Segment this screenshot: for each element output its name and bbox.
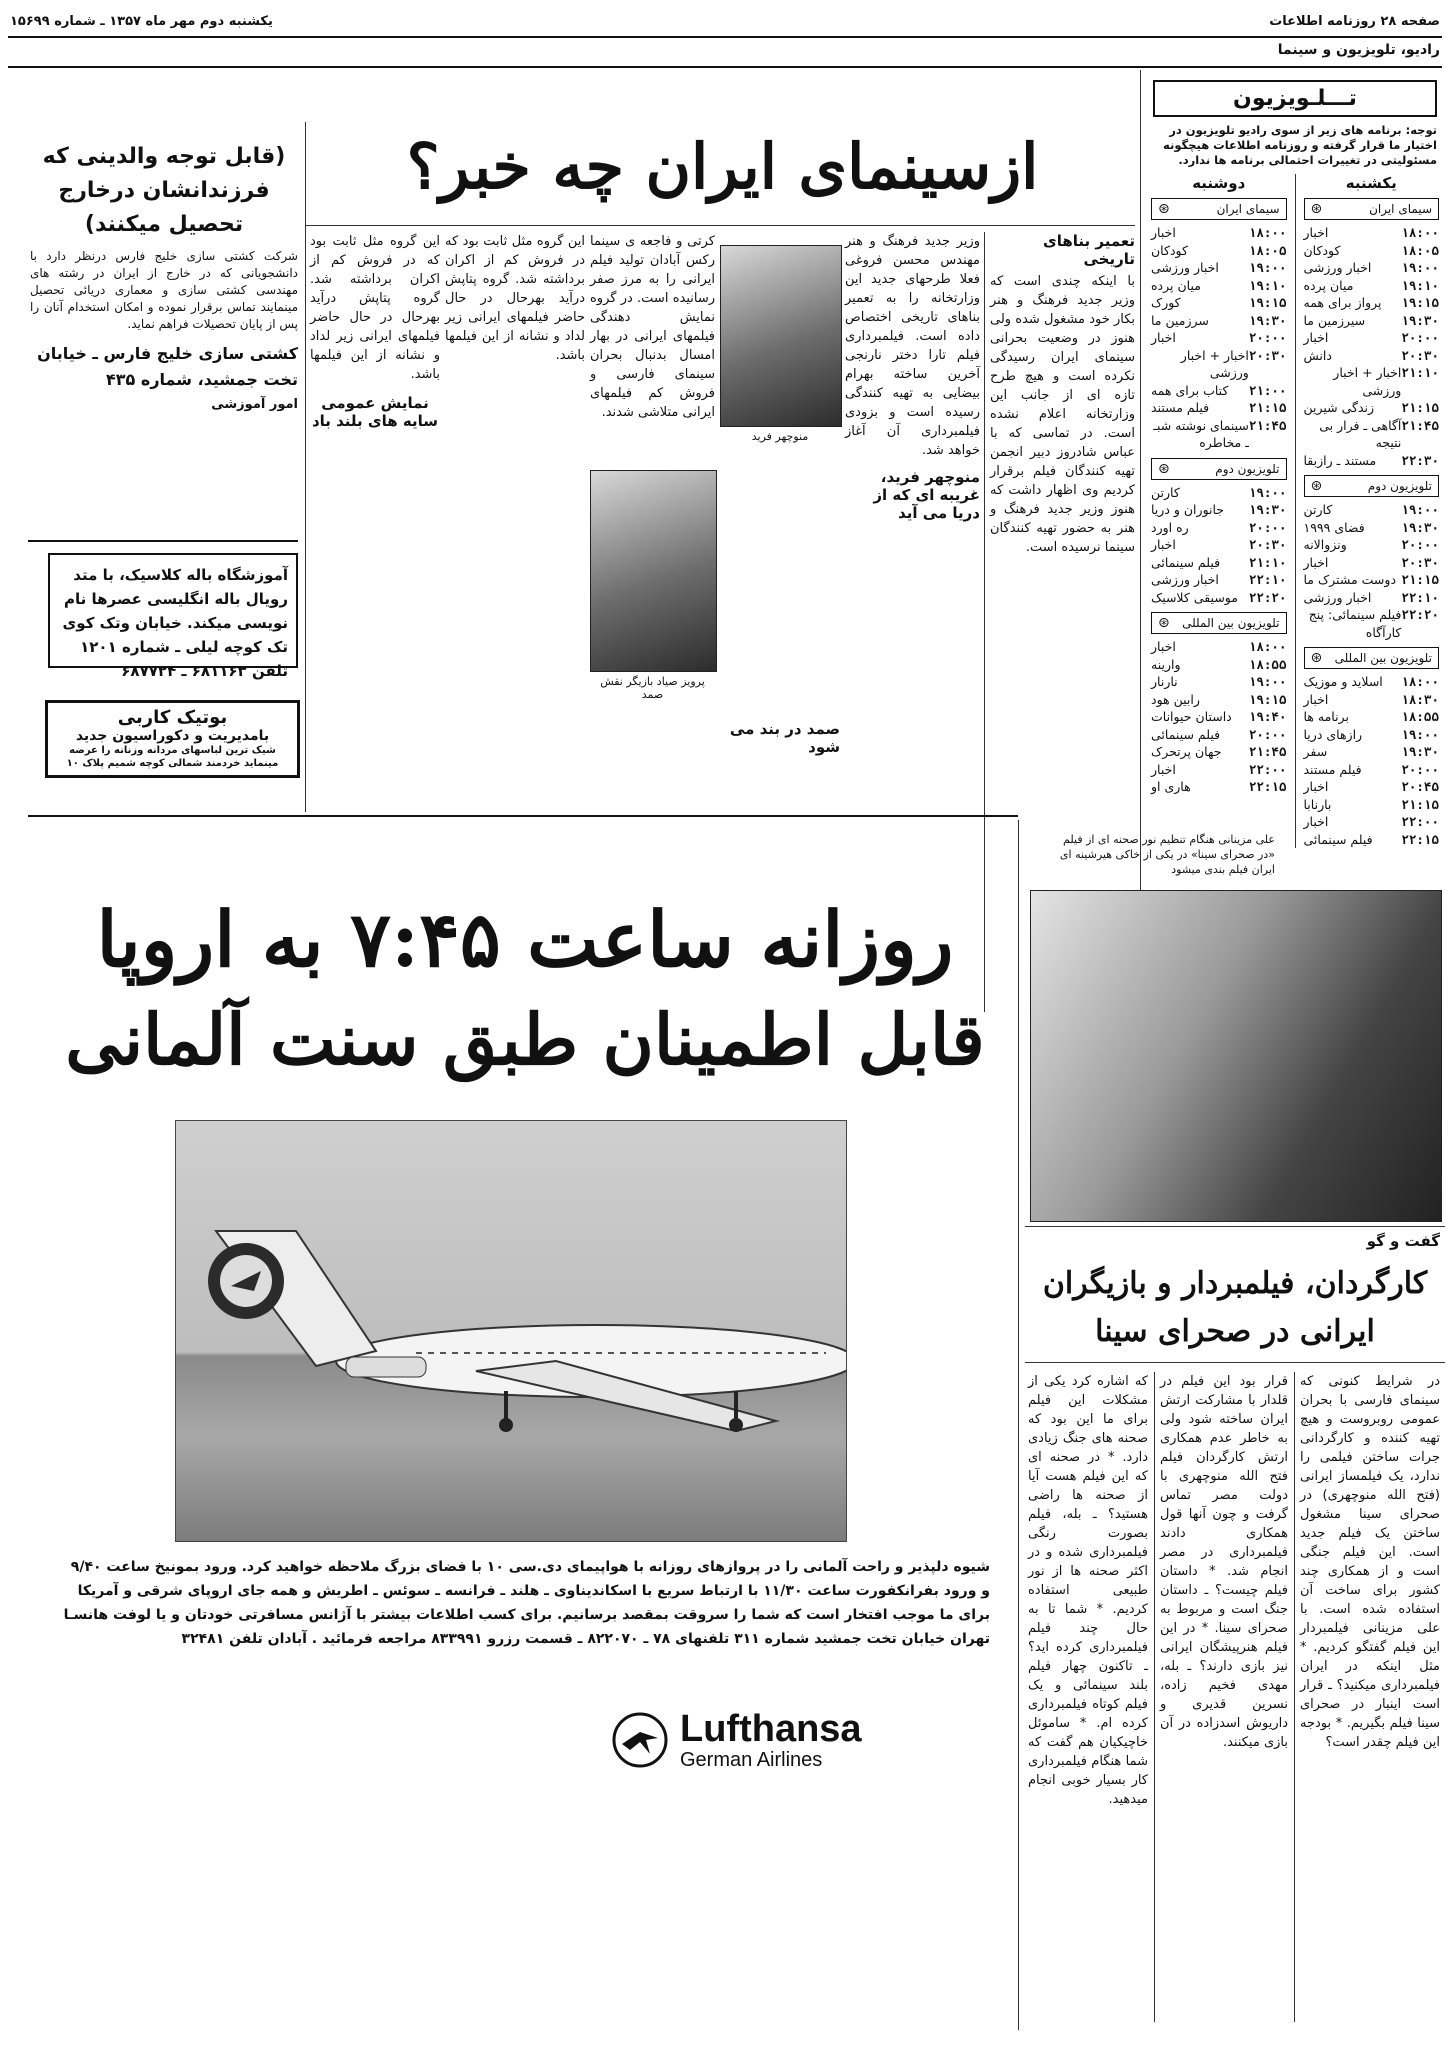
tv-program-title: کودکان xyxy=(1151,242,1188,258)
channel-badge-second xyxy=(1304,475,1440,497)
tv-program-time: ۲۲:۱۵ xyxy=(1401,831,1439,847)
sunday-channel2-list xyxy=(1304,501,1440,641)
tv-program-title: فیلم مستند xyxy=(1151,400,1210,415)
tv-program-title: نارنار xyxy=(1151,674,1178,689)
tv-program-row xyxy=(1151,761,1287,779)
ad1-line1: (قابل توجه والدینی که xyxy=(42,144,286,169)
tv-program-time: ۲۱:۱۵ xyxy=(1248,400,1287,415)
tv-program-title: ونزوالانه xyxy=(1303,537,1347,552)
column-divider xyxy=(1018,820,1019,2030)
tv-program-title: اخبار xyxy=(1151,225,1176,240)
tv-program-title: آگاهی ـ فرار بی نتیجه xyxy=(1319,417,1402,450)
tv-program-row xyxy=(1304,242,1440,260)
cinema-column-1 xyxy=(990,232,1135,557)
tv-program-title: اخبار xyxy=(1303,779,1329,794)
tv-program-title: اخبار xyxy=(1303,814,1329,829)
tv-program-time: ۲۰:۰۰ xyxy=(1401,330,1439,345)
tv-program-row xyxy=(1304,452,1440,470)
cinema-subhead-restoration: تعمیر بناهای تاریخی xyxy=(1043,232,1135,268)
tv-sunday-column xyxy=(1304,174,1440,848)
tv-program-time: ۱۸:۳۰ xyxy=(1401,691,1439,707)
header-page-info: صفحه ۲۸ روزنامه اطلاعات xyxy=(1269,14,1440,29)
tv-program-title: برنامه ها xyxy=(1303,709,1349,724)
tv-program-time: ۲۰:۰۰ xyxy=(1248,726,1287,742)
tv-program-time: ۱۹:۳۰ xyxy=(1401,312,1439,328)
tv-program-time: ۱۸:۵۵ xyxy=(1401,709,1439,724)
tv-program-time: ۱۹:۱۵ xyxy=(1401,295,1439,310)
ad1-line3: تحصیل میکنند) xyxy=(84,212,244,237)
tv-program-title: فیلم سینمائی xyxy=(1151,554,1221,570)
tv-program-time: ۱۹:۴۰ xyxy=(1248,709,1287,724)
tv-program-title: اخبار xyxy=(1303,225,1329,240)
cinema-column-4 xyxy=(445,232,585,365)
tv-program-time: ۱۹:۱۵ xyxy=(1248,295,1287,310)
lufthansa-body-1: شیوه دلپذیر و راحت آلمانی را در پروازهای روزانه با هواپیمای دی.سی ۱۰ با فضای بزرگ ملاحظه خواهید کرد. ورود بمونیخ ساعت ۹/۴۰ xyxy=(70,1559,990,1575)
cinema-headline: ازسینمای ایران چه خبر؟ xyxy=(406,130,1039,203)
photo-film-set xyxy=(1030,890,1442,1222)
tv-program-title: اخبار xyxy=(1151,537,1176,552)
tv-program-title: سینمای نوشته شبـ ـ مخاطره xyxy=(1153,417,1249,450)
lufthansa-body-4: تهران خیابان تخت جمشید شماره ۳۱۱ تلفنهای ۷۸ ـ ۸۲۲۰۷۰ ـ قسمت رزرو ۸۳۳۹۹۱ مراجعه فرمائید . آبادان تلفن ۳۲۴۸۱ xyxy=(181,1631,990,1647)
channel-badge-intl xyxy=(1304,647,1440,669)
lufthansa-body-2: و ورود بفرانکفورت ساعت ۱۱/۳۰ با ارتباط سریع با اسکاندیناوی ـ هلند ـ فرانسه ـ سوئس ـ اطریش و همه جای اروپای شرقی و آمریکا xyxy=(77,1583,990,1599)
tv-icon: ⊛ xyxy=(1310,201,1323,217)
tv-program-time: ۲۱:۴۵ xyxy=(1401,417,1439,433)
interview-photo-caption: علی مزینانی هنگام تنظیم نور صحنه ای از فیلم «در صحرای سینا» در یکی از خاکی هیرشینه ای ایران فیلم بندی میشود xyxy=(1059,833,1275,876)
tv-program-title: جانوران و دریا xyxy=(1151,502,1225,517)
photo-dc10-airplane xyxy=(175,1120,847,1542)
tv-program-row xyxy=(1151,571,1287,589)
interview-column-2 xyxy=(1160,1372,1288,1752)
tv-program-title: سرزمین ما xyxy=(1151,312,1209,328)
cinema-col1-text: با اینکه چندی است که وزیر جدید فرهنگ و هنر بکار خود مشغول شده ولی هنوز در وضعیت بحرانی سینمای ایران رسیدگی نکرده است و هیچ طرح تازه ای از جانب این وزارتخانه اعلام نشده است. در تماسی که با عباس شادروز دبیر انجمن تهیه کنندگان فیلم برقرار کردیم وی اظهار داشت که هنوز وزیر جدید فرهنگ و هنر به حضور تهیه کنندگان سینما نرسیده است. xyxy=(990,274,1135,555)
header-date-issue: یکشنبه دوم مهر ماه ۱۳۵۷ ـ شماره ۱۵۶۹۹ xyxy=(10,14,273,29)
interview-kicker: گفت و گو xyxy=(1366,1232,1440,1250)
tv-program-time: ۲۲:۱۰ xyxy=(1248,572,1287,587)
tv-note: توجه: برنامه های زیر از سوی رادیو تلویزیون در اختیار ما قرار گرفته و روزنامه اطلاعات هیچگونه مسئولیتی در تغییرات احتمالی برنامه ها ندارد. xyxy=(1163,123,1437,167)
tv-program-title: اخبار xyxy=(1151,330,1176,345)
tv-program-row xyxy=(1151,691,1287,709)
tv-program-time: ۱۸:۰۵ xyxy=(1248,242,1287,258)
tv-program-time: ۲۲:۰۰ xyxy=(1248,761,1287,777)
tv-program-title: اخبار ورزشی xyxy=(1151,572,1219,587)
tv-day-monday: دوشنبه xyxy=(1192,174,1246,192)
column-divider xyxy=(305,122,306,812)
ad1-line2: فرزندانشان درخارج xyxy=(58,178,270,203)
tv-program-row xyxy=(1304,761,1440,779)
tv-program-time: ۲۱:۱۵ xyxy=(1401,796,1439,812)
tv-program-row xyxy=(1151,329,1287,347)
tv-program-time: ۱۹:۰۰ xyxy=(1401,260,1439,275)
channel-name: تلویزیون دوم xyxy=(1367,479,1432,493)
tv-program-time: ۲۱:۰۰ xyxy=(1248,382,1287,398)
cinema-headline-box xyxy=(310,122,1135,222)
tv-program-time: ۲۲:۲۰ xyxy=(1401,607,1439,622)
tv-program-row xyxy=(1304,606,1440,641)
photo-parviz-sayyad xyxy=(590,470,717,672)
tv-program-time: ۱۸:۰۰ xyxy=(1248,639,1287,654)
channel-badge-intl xyxy=(1151,612,1287,634)
tv-program-row xyxy=(1304,743,1440,761)
tv-program-row xyxy=(1304,554,1440,572)
tv-program-title: فضای ۱۹۹۹ xyxy=(1303,519,1365,535)
tv-program-time: ۲۰:۴۵ xyxy=(1401,779,1439,794)
tv-program-title: سیرزمین ما xyxy=(1303,312,1366,328)
tv-program-title: کورک xyxy=(1151,295,1181,310)
tv-program-title: کتاب برای همه xyxy=(1151,382,1229,398)
cinema-col3-text: کرتی و فاجعه ی سینما رکس آبادان تولید فیلم ایرانی را به مرز صفر رسانیده است. در گروه نمایش دهندگی فیلمهای ایرانی در بهار امسال بدنبال بحران سینمای فارسی و فروش کم فیلمهای ایرانی متلاشی شدند. xyxy=(590,234,715,420)
tv-program-title: اخبار xyxy=(1303,330,1329,345)
ad-ballet-school: آموزشگاه باله کلاسیک، با متد رویال باله انگلیسی عصرها نام نویسی میکند. خیابان وتک کوی تک کوچه لیلی ـ شماره ۱۲۰۱ تلفن ۶۸۱۱۶۳ ـ ۶۸۷۷۲۴ xyxy=(48,553,298,668)
tv-program-row xyxy=(1304,364,1440,399)
photo-caption-sayyad: پرویز صیاد بازیگر نقش صمد xyxy=(600,675,705,701)
tv-program-row xyxy=(1151,743,1287,761)
rule xyxy=(1025,1362,1445,1363)
tv-program-title: کارتن xyxy=(1151,484,1180,500)
ad-boutique xyxy=(45,700,300,778)
lufthansa-logo xyxy=(610,1700,970,1780)
tv-program-row xyxy=(1151,656,1287,674)
tv-program-time: ۲۰:۳۰ xyxy=(1401,554,1439,570)
tv-program-title: زندگی شیرین xyxy=(1303,400,1375,415)
tv-program-title: رابین هود xyxy=(1151,691,1200,707)
sunday-channel3-list xyxy=(1304,673,1440,848)
tv-icon: ⊛ xyxy=(1158,460,1170,477)
interview-col3-text: که اشاره کرد یکی از مشکلات این فیلم برای ما این بود که صحنه های جنگ زیادی دارد. * در صحنه ای که این فیلم هست آیا از صحنه ها راضی هستید؟ ـ بله، فیلم بصورت رنگی فیلمبرداری شده و در اکثر صحنه ها از نور طبیعی استفاده کردیم. * شما تا به حال چند فیلم فیلمبرداری کرده اید؟ ـ تاکنون چهار فیلم بلند سینمائی و یک فیلم کوتاه فیلمبرداری کرده ام. * ساموئل خاچیکیان هم گفت که شما هنگام فیلمبرداری کار بسیار خوبی انجام میدهید. xyxy=(1028,1374,1148,1807)
tv-program-title: هاری او xyxy=(1151,779,1191,794)
cinema-col4-text: این گروه مثل ثابت بود که در فروش کم از اکران برداشته شد. گروه پتاپش درآید بهرحال در حال حاضر فیلمهای ایرانی زیر لداد و نشانه از این فیلمها باشد. xyxy=(445,234,585,363)
ad-persian-gulf-shipbuilding xyxy=(30,140,298,412)
tv-program-title: اخبار xyxy=(1303,691,1329,707)
tv-program-row xyxy=(1304,312,1440,330)
channel-name: سیمای ایران xyxy=(1216,202,1280,216)
channel-badge-iran xyxy=(1304,198,1440,220)
tv-program-time: ۱۹:۰۰ xyxy=(1401,502,1439,517)
tv-program-row xyxy=(1304,813,1440,831)
tv-program-time: ۲۱:۱۰ xyxy=(1401,365,1439,380)
tv-program-row xyxy=(1304,536,1440,554)
crane-icon xyxy=(610,1710,670,1770)
tv-program-row xyxy=(1304,796,1440,814)
monday-channel2-list xyxy=(1151,484,1287,607)
tv-program-row xyxy=(1304,347,1440,365)
tv-program-title: کارتن xyxy=(1303,502,1333,517)
lufthansa-body xyxy=(60,1555,990,1651)
tv-program-row xyxy=(1304,294,1440,312)
tv-program-title: میان پرده xyxy=(1151,277,1201,293)
tv-program-row xyxy=(1304,501,1440,519)
channel-name: تلویزیون بین المللی xyxy=(1334,651,1432,665)
cinema-subhead-farid: منوچهر فرید، غریبه ای که از دریا می آید xyxy=(873,468,980,522)
channel-badge-iran xyxy=(1151,198,1287,220)
monday-channel3-list xyxy=(1151,638,1287,796)
tv-program-row xyxy=(1304,259,1440,277)
tv-program-time: ۲۰:۳۰ xyxy=(1248,537,1287,552)
tv-program-time: ۱۹:۳۰ xyxy=(1401,744,1439,759)
tv-program-time: ۲۲:۱۰ xyxy=(1401,589,1439,605)
tv-program-row xyxy=(1151,536,1287,554)
tv-program-row xyxy=(1304,726,1440,744)
tv-program-time: ۱۸:۰۰ xyxy=(1401,674,1439,689)
tv-program-row xyxy=(1151,638,1287,656)
tv-program-row xyxy=(1304,778,1440,796)
tv-program-row xyxy=(1151,484,1287,502)
ad-lufthansa xyxy=(40,830,1010,2025)
tv-program-row xyxy=(1151,708,1287,726)
tv-program-time: ۱۸:۰۰ xyxy=(1248,225,1287,240)
tv-program-row xyxy=(1151,347,1287,382)
tv-program-time: ۲۱:۱۵ xyxy=(1401,400,1439,415)
section-title: رادیو، تلویزیون و سینما xyxy=(1277,42,1440,58)
tv-program-row xyxy=(1304,571,1440,589)
cinema-col2-text: وزیر جدید فرهنگ و هنر مهندس محسن فروغی فعلا طرحهای جدید این وزارتخانه را به تعمیر بناهای تاریخی اختصاص داده است. فیلمبرداری فیلم تارا دختر نارنجی آخرین ساخته بهرام بیضایی به تهیه کنندگی رسیده است و بزودی فیلمبرداری آن آغاز خواهد شد. xyxy=(845,234,980,458)
tv-program-time: ۱۹:۳۰ xyxy=(1248,502,1287,517)
channel-name: تلویزیون بین المللی xyxy=(1182,616,1280,630)
interview-column-3 xyxy=(1028,1372,1148,1809)
tv-program-time: ۱۹:۰۰ xyxy=(1401,726,1439,742)
tv-program-row xyxy=(1151,589,1287,607)
column-divider xyxy=(1154,1372,1155,2022)
tv-program-title: بارنابا xyxy=(1303,796,1332,812)
ad1-company: کشتی سازی خلیج فارس ـ خیابان تخت جمشید، شماره ۴۳۵ xyxy=(37,344,298,389)
interview-title-1: کارگردان، فیلمبردار و بازیگران xyxy=(1042,1266,1428,1301)
tv-program-row xyxy=(1304,708,1440,726)
tv-program-row xyxy=(1304,673,1440,691)
tv-program-title: داستان حیوانات xyxy=(1151,709,1232,724)
tv-program-time: ۲۱:۱۰ xyxy=(1248,554,1287,570)
airplane-illustration xyxy=(176,1121,846,1541)
tv-program-row xyxy=(1304,277,1440,295)
tv-program-title: رازهای دریا xyxy=(1303,726,1363,742)
tv-program-title: فیلم مستند xyxy=(1303,761,1362,777)
tv-program-row xyxy=(1151,399,1287,417)
tv-program-title: جهان پرتحرک xyxy=(1151,744,1222,759)
cinema-column-2 xyxy=(845,232,980,526)
lufthansa-brand-sub: German Airlines xyxy=(680,1749,823,1771)
tv-icon: ⊛ xyxy=(1158,615,1170,631)
tv-program-row xyxy=(1151,417,1287,452)
tv-program-title: دوست مشترک ما xyxy=(1303,572,1397,587)
tv-program-title: اخبار + اخبار ورزشی xyxy=(1333,365,1402,398)
tv-program-title: مستند ـ رازبقا xyxy=(1303,452,1377,468)
tv-program-time: ۲۰:۳۰ xyxy=(1248,347,1287,363)
channel-badge-second xyxy=(1151,458,1287,480)
tv-program-time: ۱۹:۱۵ xyxy=(1248,691,1287,707)
lufthansa-headline-1: روزانه ساعت ۷:۴۵ به اروپا xyxy=(96,895,954,984)
column-divider xyxy=(1294,1372,1295,2022)
tv-program-time: ۲۱:۱۵ xyxy=(1401,572,1439,587)
channel-name: سیمای ایران xyxy=(1369,202,1432,216)
tv-program-time: ۲۱:۴۵ xyxy=(1248,417,1287,433)
cinema-headline-rule xyxy=(305,225,1135,226)
cinema-subhead-samad: صمد در بند می شود xyxy=(729,720,840,756)
tv-title: تـــلـویزیون xyxy=(1153,80,1437,117)
tv-program-time: ۲۲:۲۰ xyxy=(1248,589,1287,605)
tv-program-time: ۲۲:۰۰ xyxy=(1401,814,1439,829)
tv-day-sunday: یکشنبه xyxy=(1345,174,1397,192)
tv-program-time: ۲۰:۰۰ xyxy=(1248,330,1287,345)
interview-title-2: ایرانی در صحرای سینا xyxy=(1095,1314,1375,1349)
tv-program-row xyxy=(1304,399,1440,417)
tv-program-title: سفر xyxy=(1303,744,1328,759)
cinema-col5-text: این گروه مثل ثابت بود که در فروش کم از اکران برداشته شد. گروه پتاپش درآید بهرحال در حال حاضر فیلمهای ایرانی زیر لداد و نشانه از این فیلمها باشد. xyxy=(310,234,440,382)
tv-program-time: ۲۰:۰۰ xyxy=(1401,537,1439,552)
tv-program-row xyxy=(1151,726,1287,744)
rule xyxy=(1025,1226,1445,1227)
tv-program-time: ۱۹:۳۰ xyxy=(1401,519,1439,535)
tv-program-title: فیلم سینمائی xyxy=(1303,831,1373,847)
tv-program-row xyxy=(1304,831,1440,849)
tv-program-row xyxy=(1304,589,1440,607)
header-rule xyxy=(8,36,1442,38)
interview-col1-text: در شرایط کنونی که سینمای فارسی با بحران عمومی روبروست و هیچ تهیه کننده و کارگردانی جرات ساختن فیلمی را ندارد، یک فیلمساز ایرانی (فتح الله منوچهری) در صحرای سینا مشغول ساختن یک فیلم جدید است. این فیلم جنگی است و از همکاری چند کشور برای ساخت آن استفاده شده است. با علی مزینانی فیلمبردار این فیلم گفتگو کردیم. * مثل اینکه در ایران فیلمبرداری میکنید؟ ـ قرار است اینبار در صحرای سینا فیلم بگیریم. * بودجه این فیلم چقدر است؟ xyxy=(1300,1374,1440,1750)
tv-program-time: ۱۸:۰۰ xyxy=(1401,225,1439,240)
photo-caption-farid: منوچهر فرید xyxy=(751,430,809,443)
section-rule xyxy=(8,66,1442,68)
ad3-body: شیک ترین لباسهای مردانه وزنانه را عرضه مینماید خردمند شمالی کوچه شمیم پلاک ۱۰ xyxy=(66,745,279,769)
monday-channel1-list xyxy=(1151,224,1287,452)
tv-program-row xyxy=(1151,294,1287,312)
tv-program-title: اخبار + اخبار ورزشی xyxy=(1180,347,1249,380)
tv-program-title: اخبار ورزشی xyxy=(1303,589,1372,605)
tv-program-time: ۱۸:۰۵ xyxy=(1401,242,1439,258)
ad1-dept: امور آموزشی xyxy=(211,397,298,412)
cinema-subhead-public: نمایش عمومی xyxy=(321,394,429,412)
tv-program-title: اخبار ورزشی xyxy=(1151,260,1219,275)
tv-program-title: وارینه xyxy=(1151,656,1181,672)
tv-program-time: ۱۹:۱۰ xyxy=(1248,277,1287,293)
photo-manouchehr-farid xyxy=(720,245,842,427)
tv-program-time: ۲۲:۱۵ xyxy=(1248,779,1287,794)
tv-program-row xyxy=(1151,259,1287,277)
tv-program-row xyxy=(1151,277,1287,295)
cinema-column-3 xyxy=(590,232,715,422)
lufthansa-body-3: برای ما موجب افتخار است که شما را سروقت بمقصد برسانیم. برای کسب اطلاعات بیشتر با آژانس مسافرتی خودتان و یا لوفت هانسـا xyxy=(63,1607,990,1623)
tv-program-time: ۲۱:۴۵ xyxy=(1248,744,1287,759)
tv-program-row xyxy=(1151,554,1287,572)
tv-program-row xyxy=(1304,329,1440,347)
tv-icon: ⊛ xyxy=(1310,650,1323,666)
cinema-subhead-shadows: سایه های بلند باد xyxy=(311,412,439,430)
tv-program-row xyxy=(1304,224,1440,242)
tv-program-row xyxy=(1151,382,1287,400)
tv-program-title: فیلم سینمائی xyxy=(1151,726,1221,742)
tv-program-title: اخبار xyxy=(1151,761,1176,777)
ad1-body: شرکت کشتی سازی خلیج فارس درنظر دارد با دانشجویانی که در خارج از ایران در رشته های مهندسی کشتی سازی و معماری دریائی تحصیل مینمایند تماس برقرار نموده و امکان استخدام آنان را پس از پایان تحصیلات فراهم نماید. xyxy=(30,249,298,331)
tv-program-row xyxy=(1151,224,1287,242)
tv-program-time: ۱۹:۰۰ xyxy=(1248,484,1287,500)
tv-program-row xyxy=(1304,691,1440,709)
tv-program-row xyxy=(1151,312,1287,330)
ad-rule xyxy=(28,540,298,542)
ad3-title: بوتیک کاربی xyxy=(117,707,228,728)
tv-program-time: ۱۹:۱۰ xyxy=(1401,277,1439,293)
tv-program-row xyxy=(1151,501,1287,519)
tv-program-title: اسلاید و موزیک xyxy=(1303,674,1383,689)
tv-program-title: ره اورد xyxy=(1151,519,1189,535)
tv-program-time: ۱۹:۰۰ xyxy=(1248,674,1287,689)
lufthansa-headline-2: قابل اطمینان طبق سنت آلمانی xyxy=(65,998,985,1081)
tv-program-time: ۲۰:۳۰ xyxy=(1401,347,1439,363)
tv-program-time: ۱۸:۵۵ xyxy=(1248,656,1287,672)
tv-monday-column xyxy=(1151,174,1287,848)
tv-program-time: ۱۹:۰۰ xyxy=(1248,260,1287,275)
tv-program-row xyxy=(1151,673,1287,691)
tv-program-title: اخبار ورزشی xyxy=(1303,260,1372,275)
tv-icon: ⊛ xyxy=(1158,201,1170,217)
channel-name: تلویزیون دوم xyxy=(1215,461,1280,476)
tv-program-title: پرواز برای همه xyxy=(1303,295,1382,310)
tv-program-title: میان پرده xyxy=(1303,277,1354,293)
tv-program-title: اخبار xyxy=(1303,554,1329,570)
tv-program-title: دانش xyxy=(1303,347,1332,363)
tv-program-row xyxy=(1151,778,1287,796)
tv-program-time: ۲۰:۰۰ xyxy=(1401,761,1439,777)
tv-program-title: فیلم سینمائی: پنج کارآگاه xyxy=(1308,607,1402,640)
sunday-channel1-list xyxy=(1304,224,1440,469)
tv-program-title: اخبار xyxy=(1151,639,1176,654)
tv-program-title: موسیقی کلاسیک xyxy=(1151,589,1238,605)
interview-column-1 xyxy=(1300,1372,1440,1752)
tv-program-time: ۲۰:۰۰ xyxy=(1248,519,1287,535)
tv-program-time: ۱۹:۳۰ xyxy=(1248,312,1287,328)
ad3-sub: بامدیریت و دکوراسیون جدید xyxy=(75,728,270,744)
mid-rule xyxy=(28,815,1018,817)
tv-program-row xyxy=(1151,519,1287,537)
tv-program-row xyxy=(1304,519,1440,537)
tv-program-row xyxy=(1151,242,1287,260)
tv-program-row xyxy=(1304,417,1440,452)
tv-program-title: کودکان xyxy=(1303,242,1341,258)
interview-col2-text: قرار بود این فیلم در قلدار با مشارکت ارتش ایران ساخته شود ولی به خاطر عدم همکاری ارتش کارگردان فیلم فتح الله منوچهری با دولت مصر تماس گرفت و چون آنها قول همکاری دادند فیلمبرداری در مصر انجام شد. * داستان فیلم چیست؟ ـ داستان جنگ است و مربوط به صحرای سینا. * در این فیلم هنرپیشگان ایرانی نیز بازی دارند؟ ـ بله، مهدی فخیم زاده، نسرین قدیری و داریوش اسدزاده در آن بازی میکنند. xyxy=(1160,1374,1288,1750)
lufthansa-brand: Lufthansa xyxy=(680,1708,862,1750)
tv-program-time: ۲۲:۳۰ xyxy=(1401,452,1439,468)
tv-icon: ⊛ xyxy=(1310,478,1323,494)
cinema-column-5 xyxy=(310,232,440,434)
